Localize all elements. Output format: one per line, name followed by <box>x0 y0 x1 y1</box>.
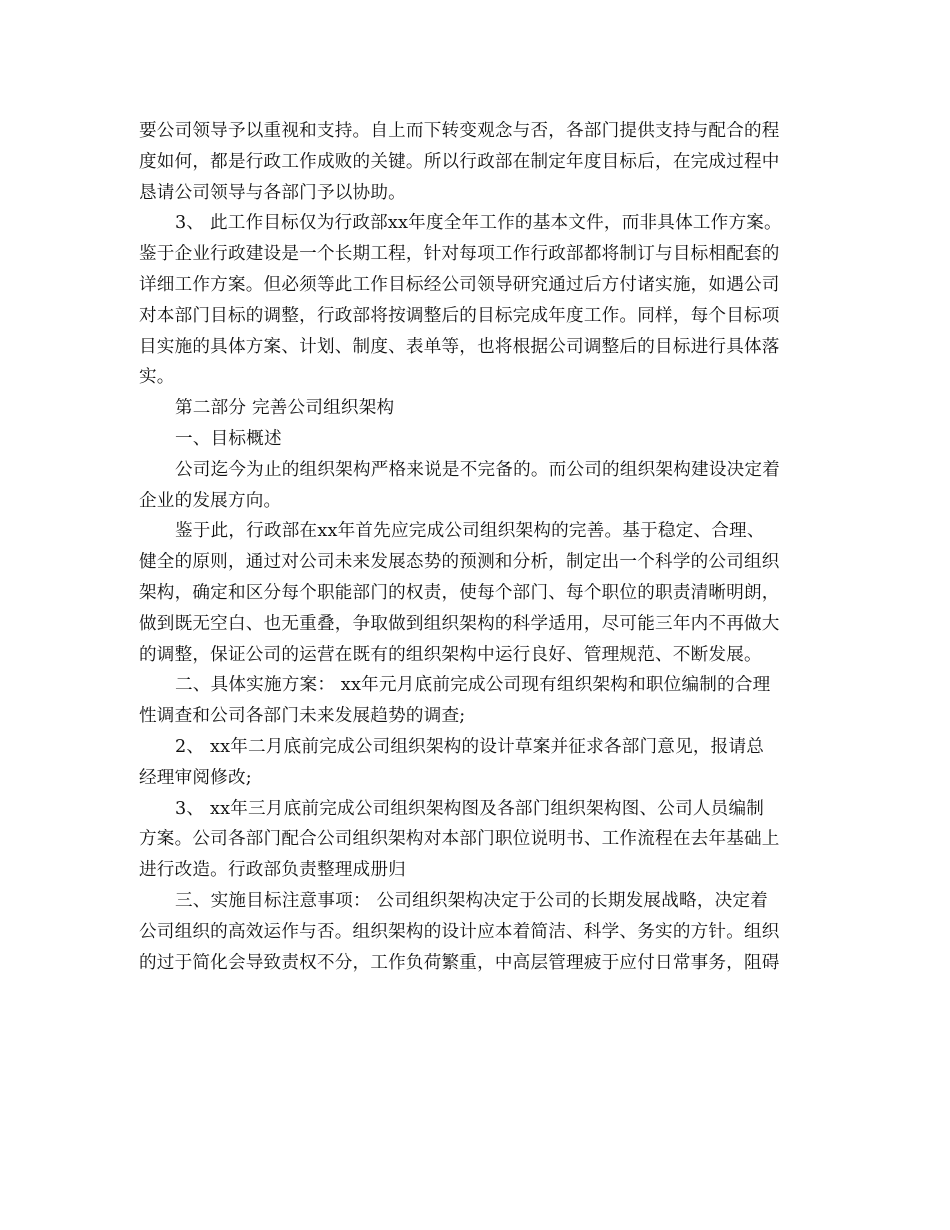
text-line: 详细工作方案。但必须等此工作目标经公司领导研究通过后方付诸实施，如遇公司 <box>139 274 780 295</box>
text-line: 度如何，都是行政工作成败的关键。所以行政部在制定年度目标后，在完成过程中 <box>139 151 780 172</box>
text-line: 鉴于企业行政建设是一个长期工程，针对每项工作行政部都将制订与目标相配套的 <box>139 244 780 265</box>
text-line: 的过于简化会导致责权不分，工作负荷繁重，中高层管理疲于应付日常事务，阻碍 <box>139 952 780 973</box>
text-line: 方案。公司各部门配合公司组织架构对本部门职位说明书、工作流程在去年基础上 <box>139 829 780 850</box>
text-line: 恳请公司领导与各部门予以协助。 <box>139 182 406 203</box>
text-line: 3、 此工作目标仅为行政部xx年度全年工作的基本文件，而非具体工作方案。 <box>175 213 782 234</box>
text-line: 对本部门目标的调整，行政部将按调整后的目标完成年度工作。同样，每个目标项 <box>139 305 780 326</box>
text-line: 经理审阅修改; <box>139 767 252 788</box>
section-heading: 第二部分 完善公司组织架构 <box>175 398 395 419</box>
text-line: 实。 <box>139 367 175 388</box>
document-body <box>139 116 819 978</box>
text-line: 2、 xx年二月底前完成公司组织架构的设计草案并征求各部门意见，报请总 <box>175 736 765 757</box>
text-line: 企业的发展方向。 <box>139 490 282 511</box>
text-line: 架构，确定和区分每个职能部门的权责，使每个部门、每个职位的职责清晰明朗， <box>139 582 780 603</box>
text-line: 要公司领导予以重视和支持。自上而下转变观念与否，各部门提供支持与配合的程 <box>139 121 780 141</box>
text-line: 公司组织的高效运作与否。组织架构的设计应本着简洁、科学、务实的方针。组织 <box>139 921 780 942</box>
text-line: 鉴于此，行政部在xx年首先应完成公司组织架构的完善。基于稳定、合理、 <box>175 521 765 542</box>
text-line: 性调查和公司各部门未来发展趋势的调查; <box>139 706 466 727</box>
text-line: 公司迄今为止的组织架构严格来说是不完备的。而公司的组织架构建设决定着 <box>175 459 780 480</box>
text-line: 做到既无空白、也无重叠，争取做到组织架构的科学适用，尽可能三年内不再做大 <box>139 613 780 634</box>
text-line: 3、 xx年三月底前完成公司组织架构图及各部门组织架构图、公司人员编制 <box>175 798 765 819</box>
text-line: 目实施的具体方案、计划、制度、表单等，也将根据公司调整后的目标进行具体落 <box>139 336 780 357</box>
text-line: 二、具体实施方案： xx年元月底前完成公司现有组织架构和职位编制的合理 <box>175 675 771 696</box>
subsection-heading: 一、目标概述 <box>175 428 282 449</box>
text-line: 三、实施目标注意事项： 公司组织架构决定于公司的长期发展战略，决定着 <box>175 890 768 911</box>
text-line: 健全的原则，通过对公司未来发展态势的预测和分析，制定出一个科学的公司组织 <box>139 552 780 573</box>
text-line: 进行改造。行政部负责整理成册归 <box>139 860 406 881</box>
text-line: 的调整，保证公司的运营在既有的组织架构中运行良好、管理规范、不断发展。 <box>139 644 762 665</box>
